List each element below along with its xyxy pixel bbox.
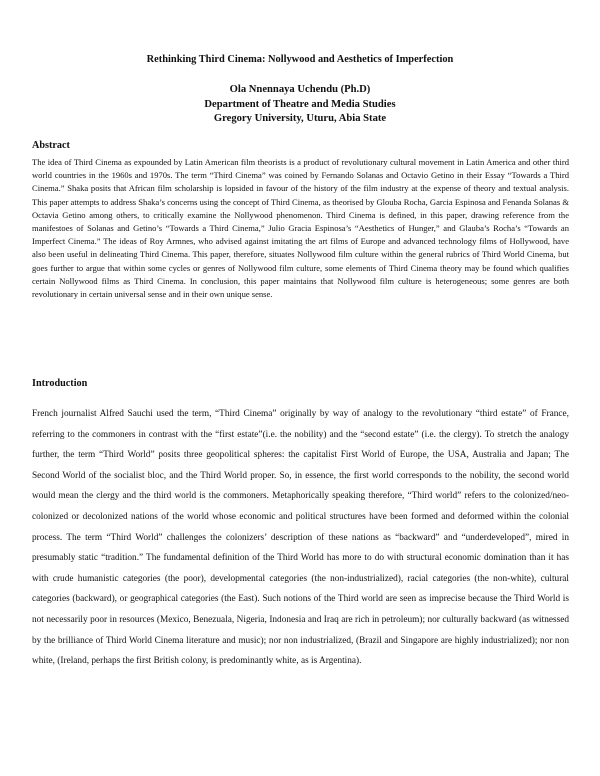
abstract-heading: Abstract [32, 140, 70, 151]
author-name: Ola Nnennaya Uchendu (Ph.D) [229, 84, 371, 95]
author-institution: Gregory University, Uturu, Abia State [213, 113, 387, 124]
paper-title: Rethinking Third Cinema: Nollywood and Aesthetics of Imperfection [146, 54, 454, 65]
author-block [0, 83, 600, 127]
introduction-paragraph: French journalist Alfred Sauchi used the term, “Third Cinema” originally by way of analogy to the revolutionary “third estate” of France, referring to the commoners in contrast with the “first estate”(i.e. the nobility) and the “second estate” (i.e. the clergy). To stretch the analogy further, the term “Third World” posits three geopolitical spheres: the capitalist First World of Europe, the USA, Australia and Japan; The Second World of the socialist bloc, and the Third World proper. So, in essence, the first world corresponds to the nobility, the second world would mean the clergy and the third world is the commoners. Metaphorically speaking therefore, “Third world” refers to the colonized/neo-colonized or decolonized nations of the world whose economic and political structures have been formed and deformed within the colonial process. The term “Third World” challenges the colonizers’ description of these nations as “backward” and “underdeveloped”, mired in presumably static “tradition.” The fundamental definition of the Third World has more to do with structural economic domination than it has with crude humanistic categories (the poor), developmental categories (the non-industrialized), racial categories (the non-white), cultural categories (backward), or geographical categories (the East). Such notions of the Third world are seen as imprecise because the Third World is not necessarily poor in resources (Mexico, Benezuala, Nigeria, Indonesia and Iraq are rich in petroleum); nor culturally backward (as witnessed by the brilliance of Third World Cinema literature and music); nor non industrialized, (Brazil and Singapore are highly industrialized); nor non white, (Ireland, perhaps the first British colony, is predominantly white, as is Argentina). [32, 409, 569, 667]
abstract-paragraph: The idea of Third Cinema as expounded by Latin American film theorists is a product of revolutionary cultural movement in Latin America and other third world countries in the 1960s and 1970s. The term “Third Cinema” was coined by Fernando Solanas and Octavio Getino in their Essay “Towards a Third Cinema.” Shaka posits that African film scholarship is lopsided in favour of the history of the film industry at the expense of theory and textual analysis. This paper attempts to address Shaka’s concerns using the concept of Third Cinema, as theorised by Glouba Rocha, Garcia Espinosa and Fenanda Solanas & Octavia Getino among others, to critically examine the Nollywood phenomenon. Third Cinema is defined, in this paper, drawing reference from the manifestoes of Solanas and Getino’s “Towards a Third Cinema,” Julio Gracia Espinosa’s “Aesthetics of Hunger,” and Glauba’s Rocha’s “Towards an Imperfect Cinema.” The ideas of Roy Armnes, who advised against imitating the art films of Europe and advanced technology films of Hollywood, have also been useful in delineating Third Cinema. This paper, therefore, situates Nollywood film culture within the general rubrics of Third World Cinema, but goes further to argue that within some cycles or genres of Nollywood film culture, some elements of Third Cinema theory may be found which qualifies certain Nollywood films as Third Cinema. In conclusion, this paper maintains that Nollywood film culture is heterogeneous; some genres are both revolutionary in certain universal sense and in their own unique sense. [32, 157, 569, 300]
author-department: Department of Theatre and Media Studies [204, 98, 396, 110]
introduction-heading: Introduction [32, 378, 88, 389]
